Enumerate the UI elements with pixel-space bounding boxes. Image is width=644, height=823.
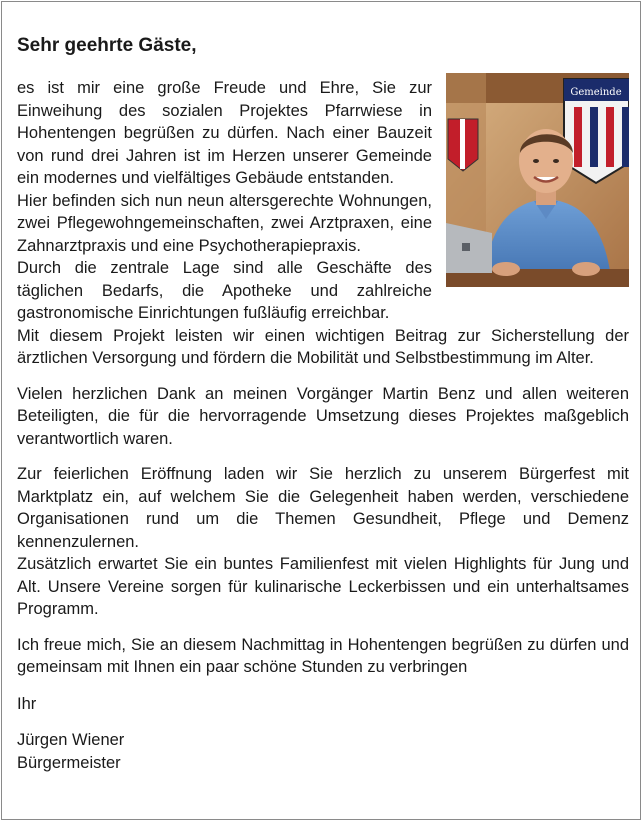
paragraph-facilities: Hier befinden sich nun neun altersgerechte Wohnungen, zwei Pflegewohngemeinschaften, zwei Arztpraxen, eine Zahnarztpraxis und eine Psychotherapiepraxis. (17, 191, 432, 255)
closing-word: Ihr (17, 694, 37, 713)
paragraph-thanks: Vielen herzlichen Dank an meinen Vorgänger Martin Benz und allen weiteren Beteiligten, die für die hervorragende Umsetzung dieses Projektes maßgeblich verantwortlich waren. (17, 384, 629, 448)
mayor-photo (446, 73, 629, 287)
paragraph-opening: Zur feierlichen Eröffnung laden wir Sie herzlich zu unserem Bürgerfest mit Marktplatz ein, auf welchem Sie die Gelegenheit haben werden, verschiedene Organisationen rund um die Themen Gesundheit, Pflege und Demenz kennenzulernen. (17, 465, 629, 551)
banner-text: Gemeinde (570, 87, 622, 98)
paragraph-project: Mit diesem Projekt leisten wir einen wichtigen Beitrag zur Sicherstellung der ärztlichen Versorgung und fördern die Mobilität und Selbstbestimmung im Alter. (17, 326, 629, 367)
signature-name: Jürgen Wiener (17, 731, 125, 749)
paragraph-family-fest: Zusätzlich erwartet Sie ein buntes Familienfest mit vielen Highlights für Jung und Alt. Unsere Vereine sorgen für kulinarische Leckerbissen und ein unterhaltsames Programm. (17, 555, 629, 618)
letter (17, 34, 629, 774)
paragraph-closing-wish: Ich freue mich, Sie an diesem Nachmittag in Hohentengen begrüßen zu dürfen und gemeinsam mit Ihnen ein paar schöne Stunden zu verbringen (17, 635, 629, 676)
paragraph-location: Durch die zentrale Lage sind alle Geschäfte des täglichen Bedarfs, die Apotheke und zahlreiche gastronomische Einrichtungen fußläufig erreichbar. (17, 259, 432, 322)
greeting-heading: Sehr geehrte Gäste, (17, 35, 197, 56)
paragraph-intro: es ist mir eine große Freude und Ehre, Sie zur Einweihung des sozialen Projektes Pfarrwiese in Hohentengen begrüßen zu dürfen. Nach einer Bauzeit von rund drei Jahren ist im Herzen unserer Gemeinde ein modernes und vielfältiges Gebäude entstanden. (17, 79, 432, 187)
signature-role: Bürgermeister (17, 753, 121, 772)
